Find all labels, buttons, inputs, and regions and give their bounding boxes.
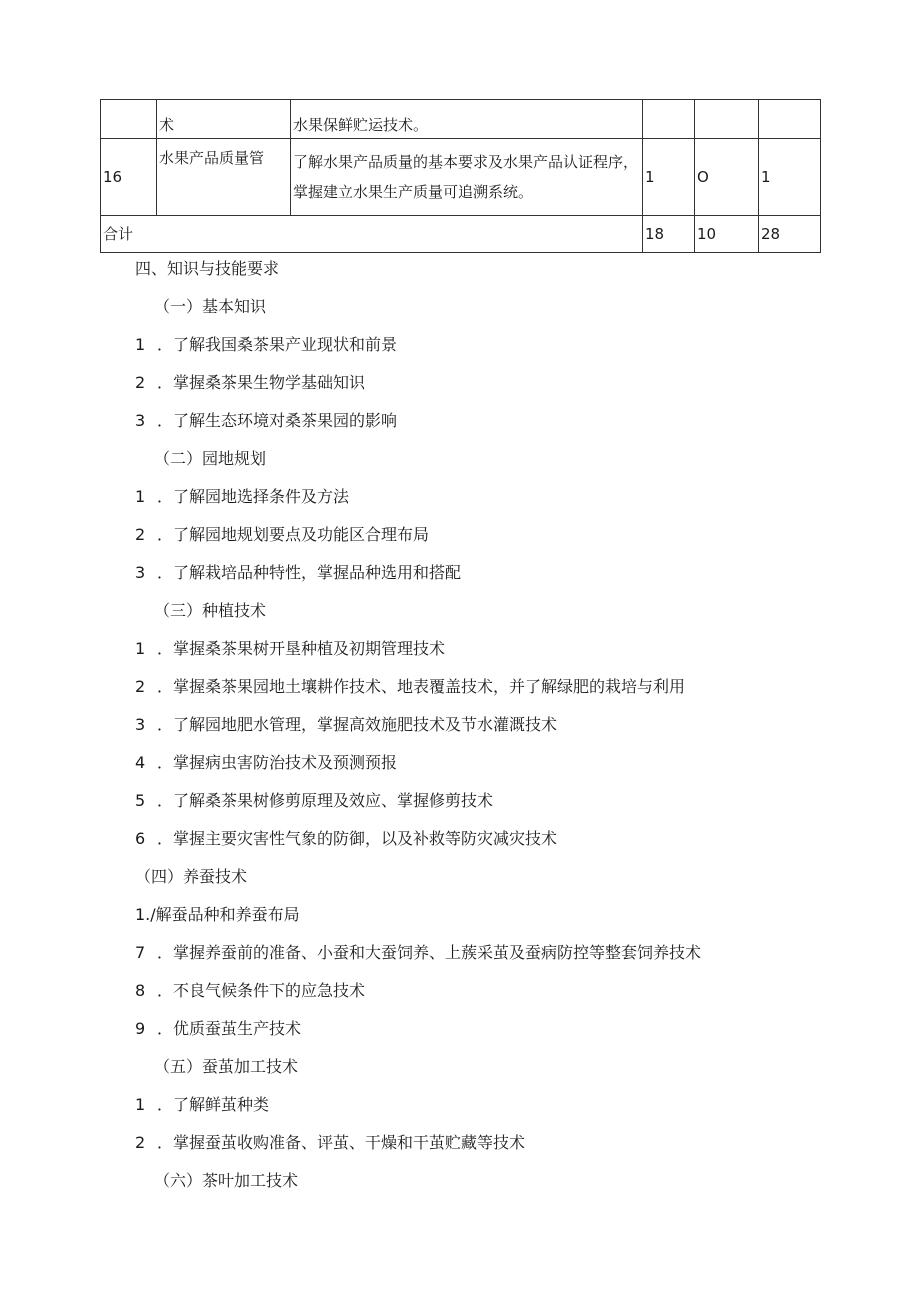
item-text: ．不良气候条件下的应急技术 <box>157 981 366 1000</box>
item-number: 3 <box>135 715 146 734</box>
cell-desc: 了解水果产品质量的基本要求及水果产品认证程序，掌握建立水果生产质量可追溯系统。 <box>291 139 643 216</box>
item-number: 1 <box>135 1095 146 1114</box>
list-item <box>135 334 397 356</box>
item-number: 5 <box>135 791 146 810</box>
item-text: ．掌握桑茶果树开垦种植及初期管理技术 <box>157 639 446 658</box>
cell-no: 16 <box>101 139 157 216</box>
total-hours-b: 10 <box>695 216 759 253</box>
list-item <box>135 524 429 546</box>
item-text: ．了解桑茶果树修剪原理及效应、掌握修剪技术 <box>157 791 494 810</box>
item-text: ．掌握养蚕前的准备、小蚕和大蚕饲养、上蔟采茧及蚕病防控等整套饲养技术 <box>157 943 702 962</box>
cell-hours-b <box>695 100 759 139</box>
item-text: ．了解栽培品种特性，掌握品种选用和搭配 <box>157 563 462 582</box>
item-text: ．掌握桑茶果生物学基础知识 <box>157 373 366 392</box>
item-number: 1 <box>135 335 146 354</box>
table-row <box>101 139 821 216</box>
item-text: ．掌握桑茶果园地土壤耕作技术、地表覆盖技术，并了解绿肥的栽培与利用 <box>157 677 686 696</box>
list-item <box>135 1094 269 1116</box>
list-item <box>135 1018 301 1040</box>
item-number: 2 <box>135 1133 146 1152</box>
item-text: ．了解园地肥水管理，掌握高效施肥技术及节水灌溉技术 <box>157 715 558 734</box>
subsection-heading: （三）种植技术 <box>154 601 267 620</box>
cell-hours-c: 1 <box>759 139 821 216</box>
item-text: ．掌握蚕茧收购准备、评茧、干燥和干茧贮藏等技术 <box>157 1133 526 1152</box>
table-row-total <box>101 216 821 253</box>
list-item <box>135 1132 525 1154</box>
item-number: 4 <box>135 753 146 772</box>
item-number: 1. <box>135 905 151 924</box>
item-number: 1 <box>135 639 146 658</box>
item-number: 6 <box>135 829 146 848</box>
cell-name: 术 <box>157 100 291 139</box>
subsection-heading: （四）养蚕技术 <box>135 867 248 886</box>
list-item <box>135 714 557 736</box>
item-number: 9 <box>135 1019 146 1038</box>
total-hours-c: 28 <box>759 216 821 253</box>
item-number: 7 <box>135 943 146 962</box>
item-number: 2 <box>135 373 146 392</box>
item-number: 2 <box>135 677 146 696</box>
curriculum-table <box>100 99 821 253</box>
subsection-heading: （五）蚕茧加工技术 <box>154 1057 299 1076</box>
item-text: ．掌握主要灾害性气象的防御，以及补救等防灾减灾技术 <box>157 829 558 848</box>
item-text: ．优质蚕茧生产技术 <box>157 1019 302 1038</box>
list-item <box>135 486 349 508</box>
item-number: 8 <box>135 981 146 1000</box>
item-number: 2 <box>135 525 146 544</box>
list-item <box>135 752 397 774</box>
section-heading: 四、知识与技能要求 <box>135 259 280 278</box>
total-hours-a: 18 <box>643 216 695 253</box>
cell-hours-c <box>759 100 821 139</box>
subsection-heading: （一）基本知识 <box>154 297 267 316</box>
item-number: 3 <box>135 563 146 582</box>
list-item <box>135 410 397 432</box>
table-row <box>101 100 821 139</box>
cell-hours-a <box>643 100 695 139</box>
list-item <box>135 638 445 660</box>
list-item <box>135 562 461 584</box>
item-number: 1 <box>135 487 146 506</box>
subsection-heading: （二）园地规划 <box>154 449 267 468</box>
list-item <box>135 828 557 850</box>
cell-hours-a: 1 <box>643 139 695 216</box>
list-item <box>135 790 493 812</box>
cell-no <box>101 100 157 139</box>
item-text: ．了解生态环境对桑茶果园的影响 <box>157 411 398 430</box>
cell-name: 水果产品质量管 <box>157 139 291 216</box>
item-text: ．掌握病虫害防治技术及预测预报 <box>157 753 398 772</box>
item-text: /解蚕品种和养蚕布局 <box>150 905 300 924</box>
list-item <box>135 676 685 698</box>
item-text: ．了解我国桑茶果产业现状和前景 <box>157 335 398 354</box>
item-text: ．了解鲜茧种类 <box>157 1095 270 1114</box>
item-text: ．了解园地规划要点及功能区合理布局 <box>157 525 430 544</box>
total-label: 合计 <box>101 216 643 253</box>
list-item <box>135 942 701 964</box>
item-text: ．了解园地选择条件及方法 <box>157 487 350 506</box>
cell-desc: 水果保鲜贮运技术。 <box>291 100 643 139</box>
curriculum-table-wrap <box>100 99 820 253</box>
cell-hours-b: O <box>695 139 759 216</box>
list-item <box>135 980 365 1002</box>
list-item <box>135 372 365 394</box>
list-item <box>135 904 300 926</box>
subsection-heading: （六）茶叶加工技术 <box>154 1171 299 1190</box>
item-number: 3 <box>135 411 146 430</box>
